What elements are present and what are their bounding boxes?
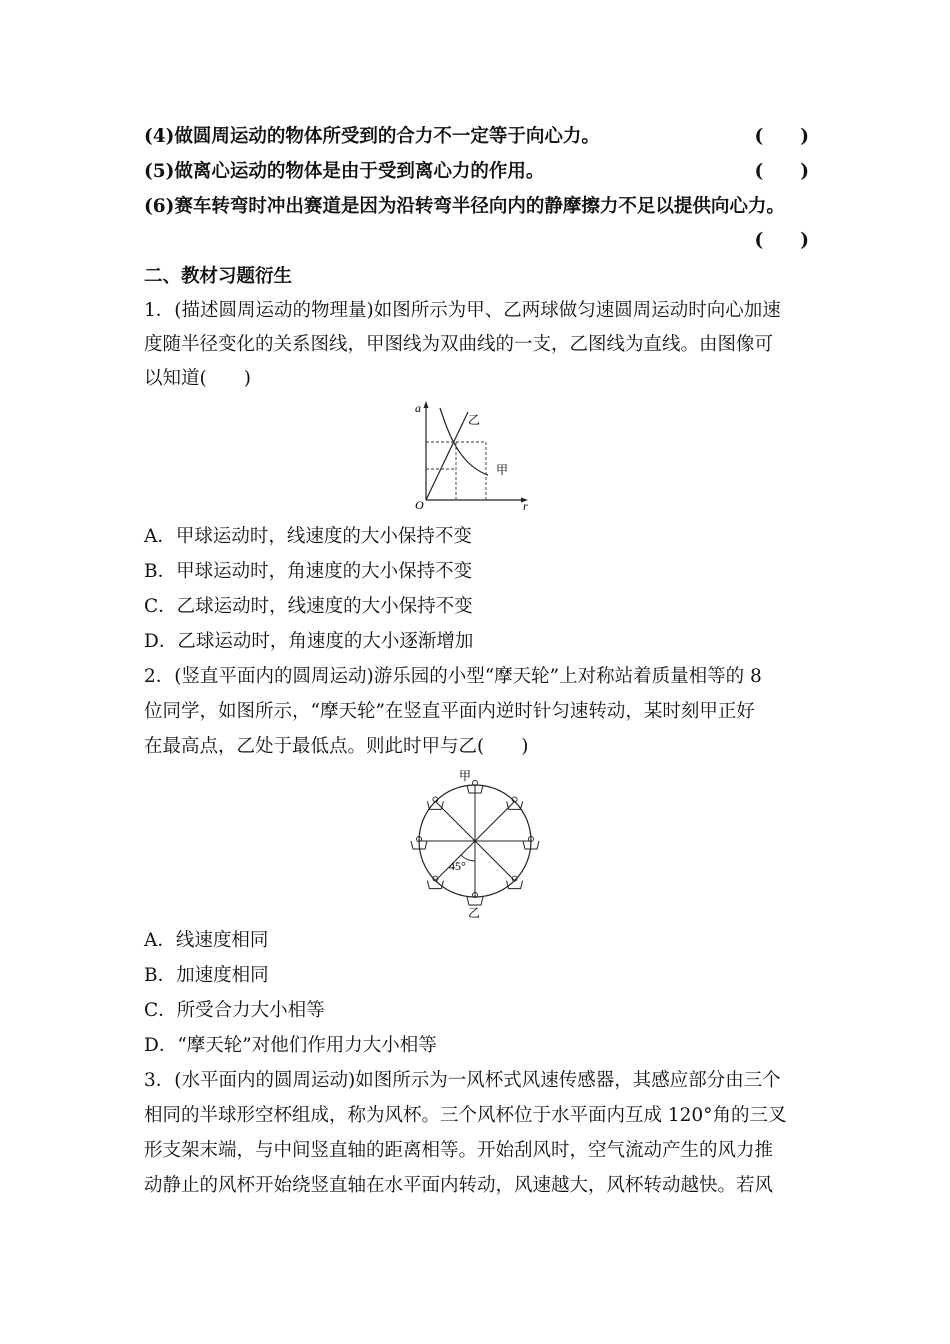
q1-option-b: B．甲球运动时，角速度的大小保持不变: [144, 561, 473, 582]
q1-figure-a-r-graph: [400, 398, 540, 513]
q2-line-3: 在最高点，乙处于最低点。则此时甲与乙( ): [144, 736, 529, 757]
q1-option-c: C．乙球运动时，线速度的大小保持不变: [144, 596, 473, 617]
q2-option-d: D．“摩天轮”对他们作用力大小相等: [144, 1035, 437, 1056]
q2-option-a: A．线速度相同: [144, 930, 269, 951]
q1-line-1: 1．(描述圆周运动的物理量)如图所示为甲、乙两球做匀速圆周运动时向心加速: [144, 300, 781, 321]
q2-option-c: C．所受合力大小相等: [144, 1000, 325, 1021]
judgement-item-5: [144, 159, 809, 185]
judgement-item-4: [144, 124, 809, 150]
q1-option-d: D．乙球运动时，角速度的大小逐渐增加: [144, 631, 474, 652]
q3-line-4: 动静止的风杯开始绕竖直轴在水平面内转动，风速越大，风杯转动越快。若风: [144, 1175, 774, 1196]
q2-line-1: 2．(竖直平面内的圆周运动)游乐园的小型“摩天轮”上对称站着质量相等的 8: [144, 666, 762, 687]
q1-option-a: A．甲球运动时，线速度的大小保持不变: [144, 526, 472, 547]
curve-jia: [440, 408, 488, 475]
judgement-text: (5)做离心运动的物体是由于受到离心力的作用。: [144, 161, 545, 182]
answer-paren: ( ): [754, 126, 809, 147]
angle-label: 45°: [449, 859, 466, 873]
q3-line-1: 3．(水平面内的圆周运动)如图所示为一风杯式风速传感器，其感应部分由三个: [144, 1070, 781, 1091]
q3-line-2: 相同的半球形空杯组成，称为风杯。三个风杯位于水平面内互成 120°角的三叉: [144, 1105, 787, 1126]
label-yi-bottom: 乙: [468, 906, 481, 920]
origin-label: O: [415, 498, 424, 512]
q3-line-3: 形支架末端，与中间竖直轴的距离相等。开始刮风时，空气流动产生的风力推: [144, 1140, 774, 1161]
q1-line-3: 以知道( ): [144, 368, 251, 389]
judgement-text: (4)做圆周运动的物体所受到的合力不一定等于向心力。: [144, 126, 600, 147]
cabin-bottom-left: [427, 876, 443, 889]
label-yi: 乙: [468, 413, 481, 427]
answer-paren: ( ): [754, 161, 809, 182]
x-axis-label: r: [523, 499, 528, 513]
q2-line-2: 位同学，如图所示，“摩天轮”在竖直平面内逆时针匀速转动，某时刻甲正好: [144, 701, 755, 722]
q2-option-b: B．加速度相同: [144, 965, 269, 986]
answer-paren: ( ): [754, 230, 809, 251]
cabin-bottom-right: [507, 876, 523, 889]
judgement-text: (6)赛车转弯时冲出赛道是因为沿转弯半径向内的静摩擦力不足以提供向心力。: [144, 196, 785, 217]
section-title: 二、教材习题衍生: [144, 266, 293, 287]
label-jia: 甲: [496, 463, 509, 477]
q1-line-2: 度随半径变化的关系图线，甲图线为双曲线的一支，乙图线为直线。由图像可: [144, 334, 774, 355]
y-axis-label: a: [415, 401, 421, 415]
judgement-item-6: [144, 194, 809, 220]
q2-figure-ferris-wheel: [405, 766, 545, 921]
label-jia-top: 甲: [459, 769, 472, 783]
y-axis-arrow: [424, 401, 429, 408]
